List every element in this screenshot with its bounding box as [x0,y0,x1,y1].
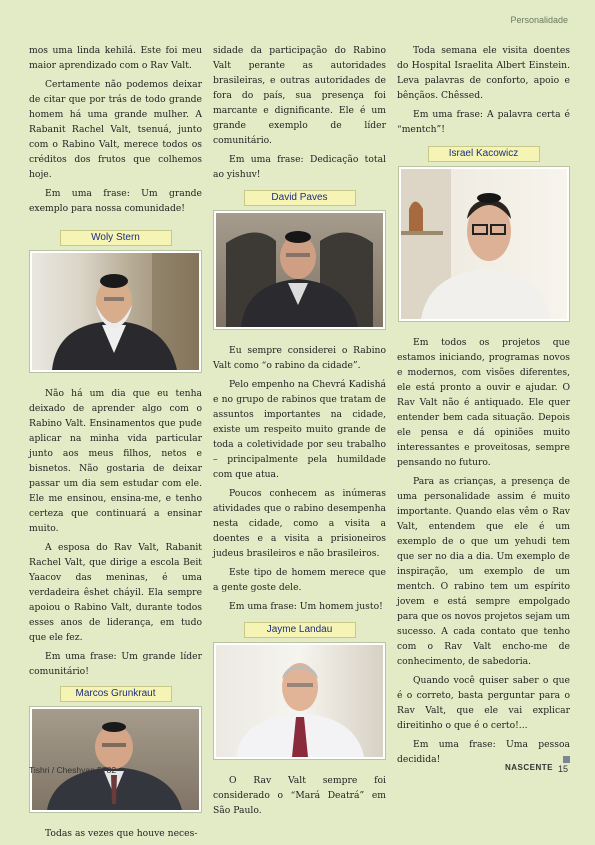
caption-israel-kacowicz: Israel Kacowicz [428,146,540,162]
end-of-article-icon [563,756,570,763]
paragraph: Não há um dia que eu tenha deixado de aprender algo com o Rabino Valt. Ensinamentos que pude aplicar na minha vida particular junto aos meus filhos, netos e bisnetos. Não gostaria de deixar passar um dia sem estudar com ele. Ele me ensinou, ensina-me, e tenho certeza que continuará a ensinar muito. [29,388,202,534]
paragraph: Em uma frase: Um grande líder comunitário! [29,651,202,677]
paragraph: A esposa do Rav Valt, Rabanit Rachel Valt, que dirige a escola Beit Yaacov das meninas, é uma verdadeira êshet cháyil. Ela sempre apoiou o Rabino Valt, durante todos esses anos de liderança, em tudo que ele fez. [29,542,202,643]
paragraph: Certamente não podemos deixar de citar que por trás de todo grande homem há uma grande mulher. A Rabanit Rachel Valt, tsenuá, junto com o Rabino Valt, merece todos os créditos dos frutos que colhemos hoje. [29,79,202,180]
paragraph: Para as crianças, a presença de uma personalidade assim é muito importante. Quando elas vêm o Rav Valt, entendem que ele é um exemplo de o que um yehudi tem que ser no dia a dia. Um exemplo de inspiração, um exemplo de um mentch. O rabino tem um espírito jovem e está sempre empolgado para que os novos projetos sejam um sucesso. A cada contato que tenho com o Rav Valt encho-me de conhecimento, de sabedoria. [397,476,570,667]
photo-david-paves [214,211,385,329]
paragraph: Quando você quiser saber o que é o correto, basta perguntar para o Rav Valt, que ele vai explicar direitinho o que é o certo!... [397,675,570,731]
column-2 [213,43,386,822]
photo-jayme-landau [214,643,385,759]
paragraph: Todas as vezes que houve neces- [45,828,198,839]
paragraph: Toda semana ele visita doentes do Hospital Israelita Albert Einstein. Leva palavras de conforto, apoio e bênçãos. Chêssed. [397,45,570,101]
paragraph: Em uma frase: Um homem justo! [229,601,383,612]
paragraph: Em todos os projetos que estamos iniciando, programas novos e modernos, com visões diferentes, ele está pronto a ouvir e ajudar. O Rav Valt não é antiquado. Ele quer entender bem cada situação. Depois ele pensa e dá opiniões muito interessantes e proveitosas, sempre pensando no futuro. [397,337,570,468]
column-3 [397,43,570,771]
paragraph: mos uma linda kehilá. Este foi meu maior aprendizado com o Rav Valt. [29,45,202,71]
paragraph: Em uma frase: Dedicação total ao yishuv! [213,154,386,180]
paragraph: Em uma frase: A palavra certa é “mentch”! [397,109,570,135]
magazine-logo: NASCENTE [505,763,554,772]
paragraph: sidade da participação do Rabino Valt perante as autoridades brasileiras, e outras autoridades de fora do país, sua presença foi marcante e dignificante. Ele é um grande exemplo de líder comunitário. [213,45,386,146]
photo-marcos-grunkraut [30,707,201,812]
caption-jayme-landau: Jayme Landau [244,622,356,638]
photo-woly-stern [30,251,201,372]
paragraph: Poucos conhecem as inúmeras atividades que o rabino desempenha nesta cidade, como a visita a doentes e a visita a prisioneiros judeus brasileiros e não brasileiros. [213,488,386,559]
footer-issue: Tishri / Cheshvan 5782 [29,765,117,775]
column-1 [29,43,202,845]
paragraph: O Rav Valt sempre foi considerado o “Mará Deatrá” em São Paulo. [213,775,386,816]
page-number: 15 [557,764,568,774]
paragraph: Em uma frase: Um grande exemplo para nossa comunidade! [29,188,202,214]
paragraph: Eu sempre considerei o Rabino Valt como “o rabino da cidade”. [213,345,386,371]
caption-marcos-grunkraut: Marcos Grunkraut [60,686,172,702]
caption-david-paves: David Paves [244,190,356,206]
photo-israel-kacowicz [399,167,569,321]
paragraph-text: Em uma frase: Uma pessoa decidida! [397,739,570,765]
paragraph: Este tipo de homem merece que a gente goste dele. [213,567,386,593]
paragraph: Pelo empenho na Chevrá Kadishá e no grupo de rabinos que tratam de assuntos importantes na cidade, existe um respeito muito grande de toda a coletividade por seu trabalho – principalmente pela humildade com que atua. [213,379,386,480]
caption-woly-stern: Woly Stern [60,230,172,246]
section-header: Personalidade [510,15,568,25]
